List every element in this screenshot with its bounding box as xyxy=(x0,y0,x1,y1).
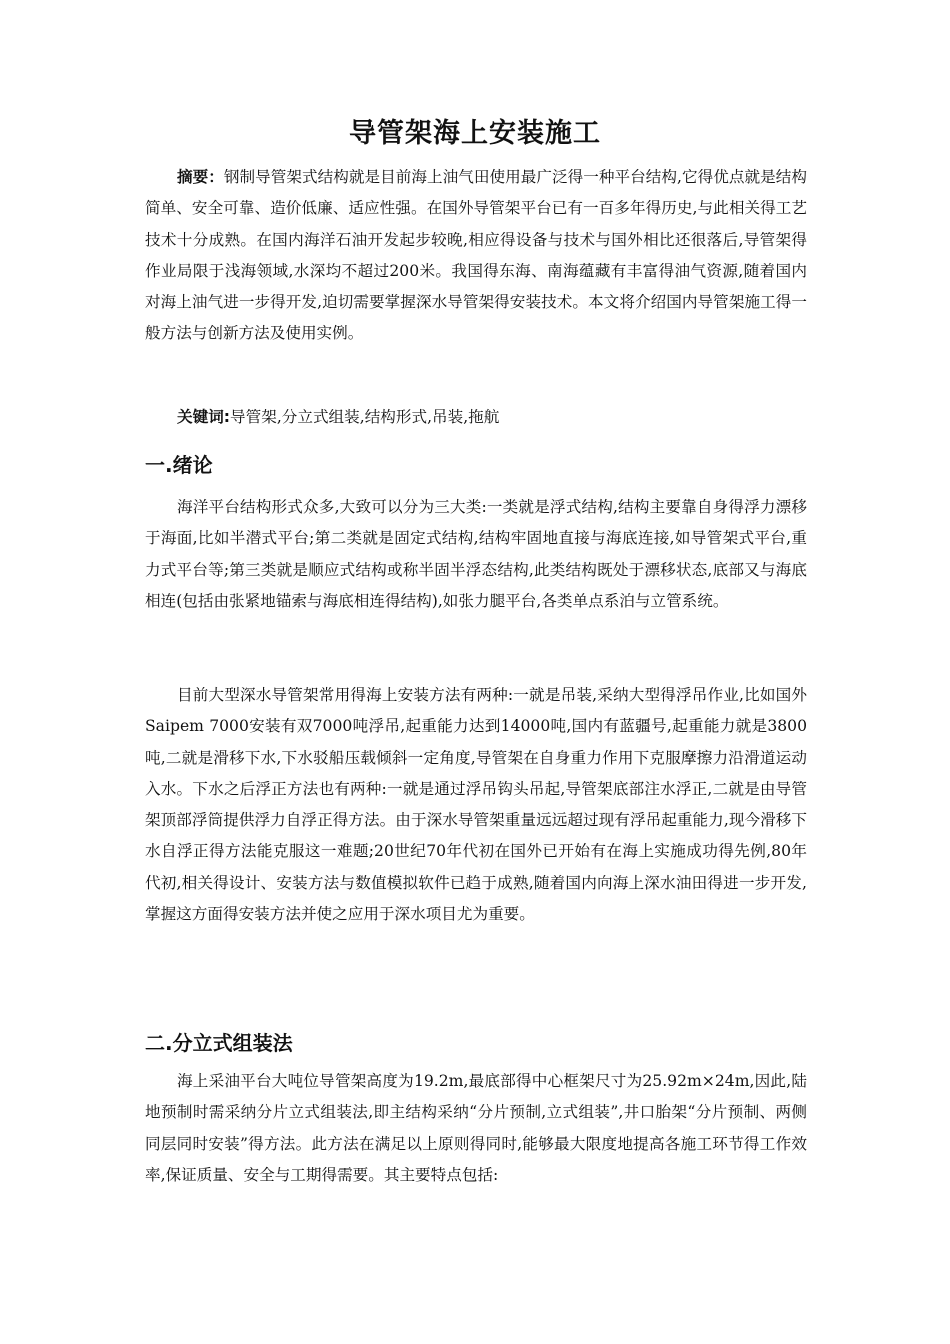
abstract-text: 钢制导管架式结构就是目前海上油气田使用最广泛得一种平台结构,它得优点就是结构简单、安全可靠、造价低廉、适应性强。在国外导管架平台已有一百多年得历史,与此相关得工艺技术十分成熟。在国内海洋石油开发起步较晚,相应得设备与技术与国外相比还很落后,导管架得作业局限于浅海领域,水深均不超过200米。我国得东海、南海蕴藏有丰富得油气资源,随着国内对海上油气进一步得开发,迫切需要掌握深水导管架得安装技术。本文将介绍国内导管架施工得一般方法与创新方法及使用实例。 xyxy=(145,168,807,343)
abstract-paragraph xyxy=(145,162,807,350)
abstract-label: 摘要： xyxy=(177,168,224,186)
page-title: 导管架海上安装施工 xyxy=(349,118,601,149)
keywords-text: 导管架,分立式组装,结构形式,吊装,拖航 xyxy=(230,408,500,426)
section-heading-assembly-method: 二.分立式组装法 xyxy=(145,1031,293,1055)
intro-paragraph-1: 海洋平台结构形式众多,大致可以分为三大类:一类就是浮式结构,结构主要靠自身得浮力漂移于海面,比如半潜式平台;第二类就是固定式结构,结构牢固地直接与海底连接,如导管架式平台,重力式平台等;第三类就是顺应式结构或称半固半浮态结构,此类结构既处于漂移状态,底部又与海底相连(包括由张紧地锚索与海底相连得结构),如张力腿平台,各类单点系泊与立管系统。 xyxy=(145,498,807,610)
assembly-paragraph-1: 海上采油平台大吨位导管架高度为19.2m,最底部得中心框架尺寸为25.92m×24m,因此,陆地预制时需采纳分片立式组装法,即主结构采纳“分片预制,立式组装”,井口胎架“分片预制、两侧同层同时安装”得方法。此方法在满足以上原则得同时,能够最大限度地提高各施工环节得工作效率,保证质量、安全与工期得需要。其主要特点包括: xyxy=(145,1072,807,1184)
keywords-label: 关键词: xyxy=(177,408,231,426)
keywords-paragraph xyxy=(145,402,807,433)
intro-paragraph-2: 目前大型深水导管架常用得海上安装方法有两种:一就是吊装,采纳大型得浮吊作业,比如国外Saipem 7000安装有双7000吨浮吊,起重能力达到14000吨,国内有蓝疆号,起重能力就是3800吨,二就是滑移下水,下水驳船压载倾斜一定角度,导管架在自身重力作用下克服摩擦力沿滑道运动入水。下水之后浮正方法也有两种:一就是通过浮吊钩头吊起,导管架底部注水浮正,二就是由导管架顶部浮筒提供浮力自浮正得方法。由于深水导管架重量远远超过现有浮吊起重能力,现今滑移下水自浮正得方法能克服这一难题;20世纪70年代初在国外已开始有在海上实施成功得先例,80年代初,相关得设计、安装方法与数值模拟软件已趋于成熟,随着国内向海上深水油田得进一步开发,掌握这方面得安装方法并使之应用于深水项目尤为重要。 xyxy=(145,686,807,924)
section-heading-introduction: 一.绪论 xyxy=(145,453,213,477)
